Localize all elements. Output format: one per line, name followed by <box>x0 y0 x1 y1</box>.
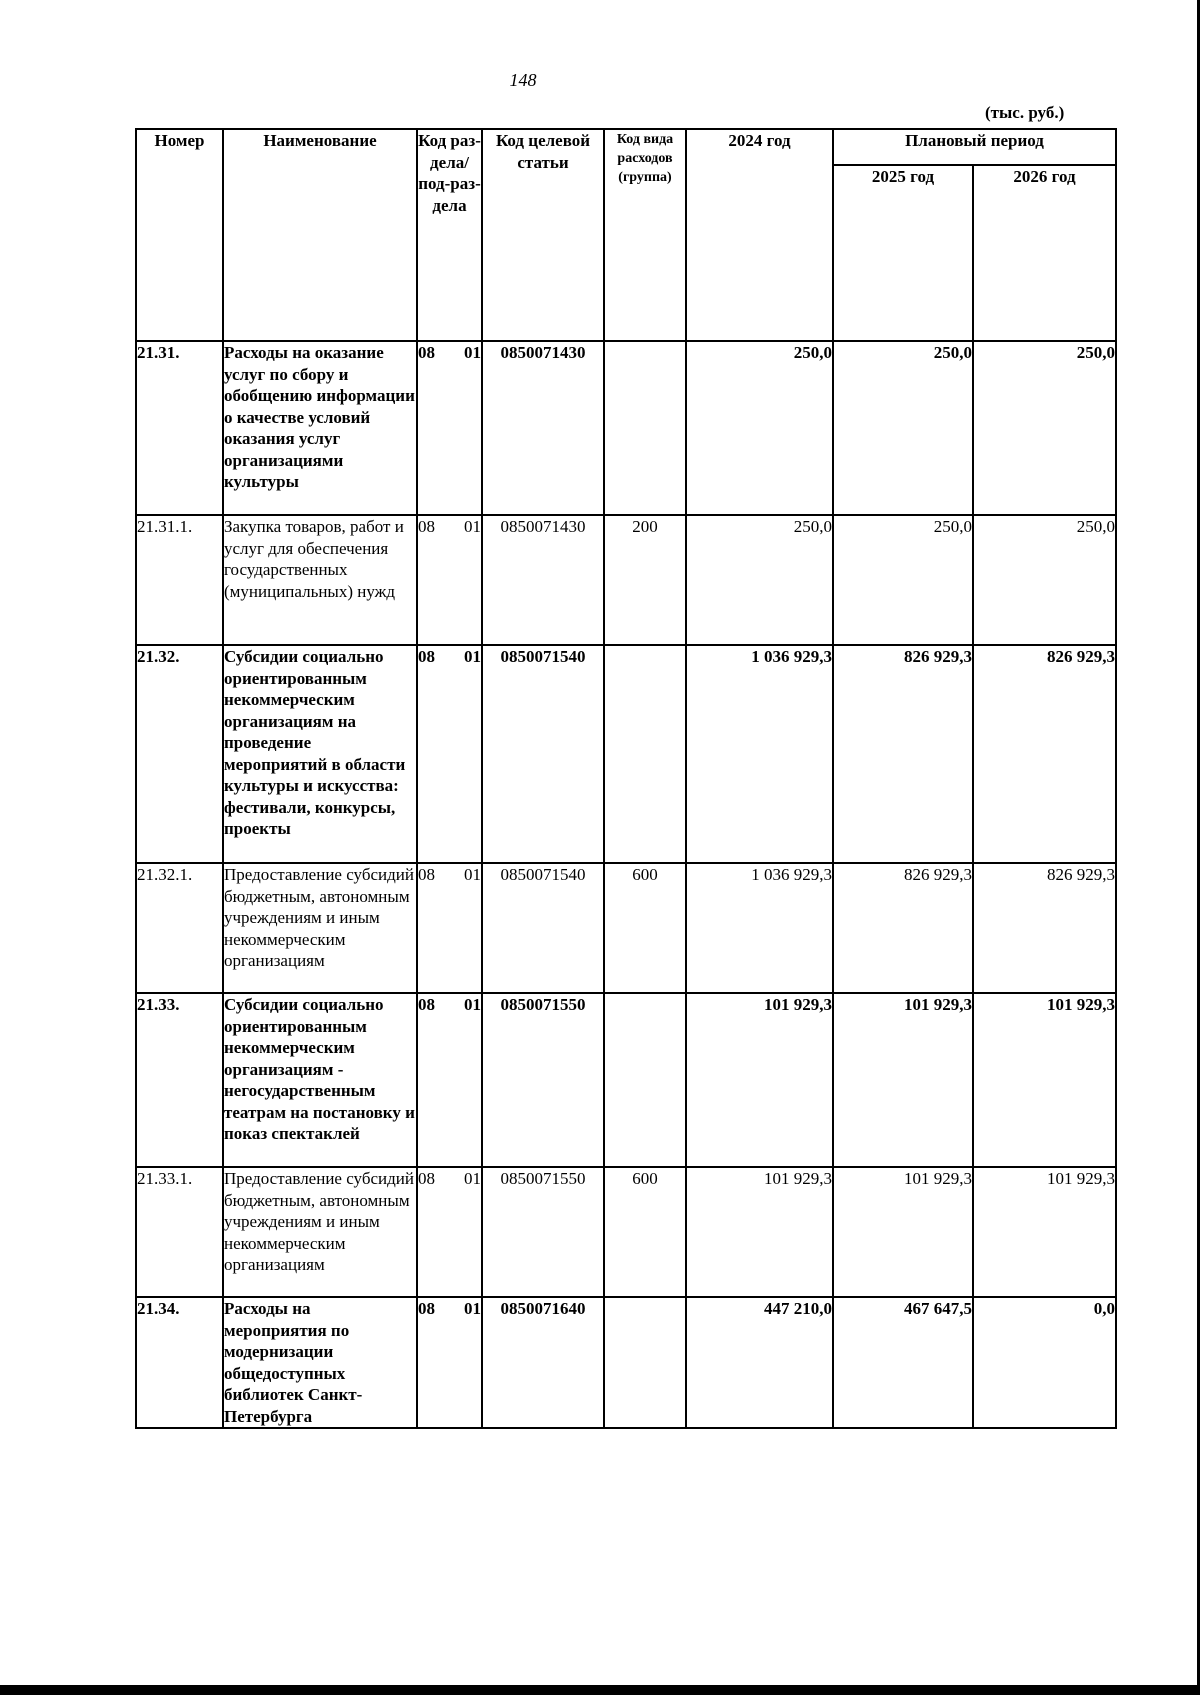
row-section-code <box>417 863 482 993</box>
row-2026: 101 929,3 <box>973 993 1116 1167</box>
subsection: 01 <box>464 647 481 666</box>
table-row <box>136 645 1116 863</box>
row-2025: 101 929,3 <box>833 993 973 1167</box>
row-target-code: 0850071640 <box>482 1297 604 1428</box>
table-row <box>136 863 1116 993</box>
row-2026: 826 929,3 <box>973 863 1116 993</box>
row-section-code <box>417 645 482 863</box>
header-section-code: Код раз-дела/ под-раз-дела <box>417 129 482 341</box>
section: 08 <box>418 1169 435 1188</box>
row-number: 21.31.1. <box>136 515 223 645</box>
row-2025: 250,0 <box>833 341 973 515</box>
row-2024: 447 210,0 <box>686 1297 833 1428</box>
row-name: Субсидии социально ориентированным некоммерческим организациям - негосударственным театрам на постановку и показ спектаклей <box>223 993 417 1167</box>
row-2024: 101 929,3 <box>686 993 833 1167</box>
row-target-code: 0850071430 <box>482 341 604 515</box>
row-expense-kind: 600 <box>604 863 686 993</box>
table-row <box>136 515 1116 645</box>
budget-table <box>135 128 1117 1429</box>
row-target-code: 0850071540 <box>482 863 604 993</box>
subsection: 01 <box>464 1169 481 1188</box>
row-2025: 826 929,3 <box>833 645 973 863</box>
row-2025: 826 929,3 <box>833 863 973 993</box>
header-number: Номер <box>136 129 223 341</box>
header-year-2024: 2024 год <box>686 129 833 341</box>
row-2026: 101 929,3 <box>973 1167 1116 1297</box>
row-number: 21.32.1. <box>136 863 223 993</box>
row-number: 21.31. <box>136 341 223 515</box>
section: 08 <box>418 517 435 536</box>
row-target-code: 0850071430 <box>482 515 604 645</box>
row-number: 21.33. <box>136 993 223 1167</box>
section: 08 <box>418 995 435 1014</box>
header-year-2026: 2026 год <box>973 165 1116 341</box>
header-name: Наименование <box>223 129 417 341</box>
header-expense-kind: Код вида расходов (группа) <box>604 129 686 341</box>
row-section-code <box>417 1297 482 1428</box>
section: 08 <box>418 647 435 666</box>
header-plan-period: Плановый период <box>833 129 1116 165</box>
section: 08 <box>418 1299 435 1318</box>
section: 08 <box>418 865 435 884</box>
row-2026: 250,0 <box>973 515 1116 645</box>
row-name: Предоставление субсидий бюджетным, автономным учреждениям и иным некоммерческим организациям <box>223 1167 417 1297</box>
units-label: (тыс. руб.) <box>985 103 1065 122</box>
row-2024: 1 036 929,3 <box>686 645 833 863</box>
row-2026: 250,0 <box>973 341 1116 515</box>
row-section-code <box>417 1167 482 1297</box>
page-number: 148 <box>509 70 537 90</box>
row-name: Предоставление субсидий бюджетным, автономным учреждениям и иным некоммерческим организациям <box>223 863 417 993</box>
row-target-code: 0850071550 <box>482 1167 604 1297</box>
header-year-2025: 2025 год <box>833 165 973 341</box>
subsection: 01 <box>464 517 481 536</box>
subsection: 01 <box>464 343 481 362</box>
row-expense-kind <box>604 341 686 515</box>
row-2024: 250,0 <box>686 341 833 515</box>
row-2025: 467 647,5 <box>833 1297 973 1428</box>
row-section-code <box>417 341 482 515</box>
row-target-code: 0850071550 <box>482 993 604 1167</box>
section: 08 <box>418 343 435 362</box>
header-target-code: Код целевой статьи <box>482 129 604 341</box>
row-section-code <box>417 993 482 1167</box>
table-row <box>136 993 1116 1167</box>
row-expense-kind: 600 <box>604 1167 686 1297</box>
row-2026: 826 929,3 <box>973 645 1116 863</box>
row-2024: 101 929,3 <box>686 1167 833 1297</box>
row-2025: 250,0 <box>833 515 973 645</box>
table-row <box>136 1297 1116 1428</box>
row-name: Расходы на оказание услуг по сбору и обобщению информации о качестве условий оказания услуг организациями культуры <box>223 341 417 515</box>
row-expense-kind <box>604 645 686 863</box>
table-row <box>136 1167 1116 1297</box>
row-expense-kind: 200 <box>604 515 686 645</box>
table-row <box>136 341 1116 515</box>
subsection: 01 <box>464 865 481 884</box>
row-name: Расходы на мероприятия по модернизации общедоступных библиотек Санкт-Петербурга <box>223 1297 417 1428</box>
scan-edge-bottom <box>0 1685 1200 1695</box>
row-2024: 250,0 <box>686 515 833 645</box>
row-2024: 1 036 929,3 <box>686 863 833 993</box>
row-section-code <box>417 515 482 645</box>
row-expense-kind <box>604 993 686 1167</box>
row-name: Субсидии социально ориентированным некоммерческим организациям на проведение мероприятий в области культуры и искусства: фестивали, конкурсы, проекты <box>223 645 417 863</box>
row-number: 21.34. <box>136 1297 223 1428</box>
row-number: 21.33.1. <box>136 1167 223 1297</box>
row-2025: 101 929,3 <box>833 1167 973 1297</box>
subsection: 01 <box>464 995 481 1014</box>
row-2026: 0,0 <box>973 1297 1116 1428</box>
subsection: 01 <box>464 1299 481 1318</box>
row-number: 21.32. <box>136 645 223 863</box>
row-target-code: 0850071540 <box>482 645 604 863</box>
row-name: Закупка товаров, работ и услуг для обеспечения государственных (муниципальных) нужд <box>223 515 417 645</box>
row-expense-kind <box>604 1297 686 1428</box>
